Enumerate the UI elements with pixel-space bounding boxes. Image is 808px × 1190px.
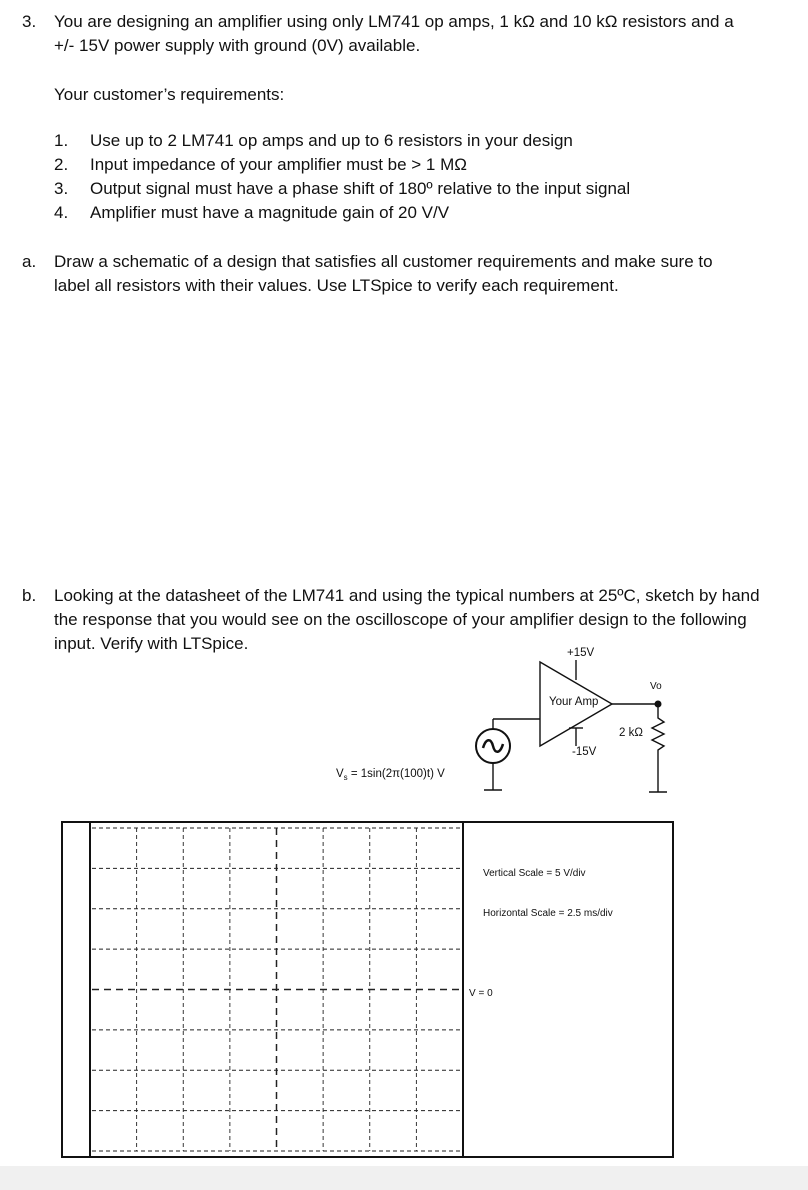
part-b-line2: the response that you would see on the oscilloscope of your amplifier design to the following [54,610,747,629]
requirement-text: Use up to 2 LM741 op amps and up to 6 resistors in your design [90,131,573,150]
requirement-number: 2. [54,155,69,174]
requirement-text: Output signal must have a phase shift of 180º relative to the input signal [90,179,631,198]
requirement-text: Amplifier must have a magnitude gain of 20 V/V [90,203,450,222]
page-bottom-strip [0,1166,808,1190]
load-resistor [652,707,664,770]
zero-volt-label: V = 0 [469,988,493,999]
requirement-number: 3. [54,179,69,198]
part-b-line3: input. Verify with LTSpice. [54,634,249,653]
vertical-scale-label: Vertical Scale = 5 V/div [483,868,586,879]
requirement-text: Input impedance of your amplifier must be > 1 MΩ [90,155,467,174]
output-label: Vo [650,681,662,692]
requirement-number: 1. [54,131,69,150]
oscilloscope [0,815,808,1165]
question-number: 3. [22,12,37,31]
part-b-line1: Looking at the datasheet of the LM741 and using the typical numbers at 25ºC, sketch by hand [54,586,760,605]
part-b-letter: b. [22,586,37,605]
source-label: $V_s = 1\sin(2\pi(100)t)$ V [336,768,445,782]
supply-pos-label: +15V [567,647,595,659]
part-a-line1: Draw a schematic of a design that satisfies all customer requirements and make sure to [54,252,713,271]
circuit-schematic [0,640,808,810]
part-a-letter: a. [22,252,37,271]
supply-neg-label: -15V [572,746,597,758]
requirement-number: 4. [54,203,69,222]
requirements-heading: Your customer’s requirements: [54,85,285,104]
horizontal-scale-label: Horizontal Scale = 2.5 ms/div [483,908,613,919]
question-text-line1: You are designing an amplifier using only LM741 op amps, 1 kΩ and 10 kΩ resistors and a [54,12,734,31]
amp-label: Your Amp [549,696,599,708]
output-node [655,701,662,708]
question-text-line2: +/- 15V power supply with ground (0V) available. [54,36,421,55]
part-a-line2: label all resistors with their values. Use LTSpice to verify each requirement. [54,276,619,295]
sine-wave-icon [483,740,503,752]
load-resistor-label: 2 kΩ [619,727,643,739]
